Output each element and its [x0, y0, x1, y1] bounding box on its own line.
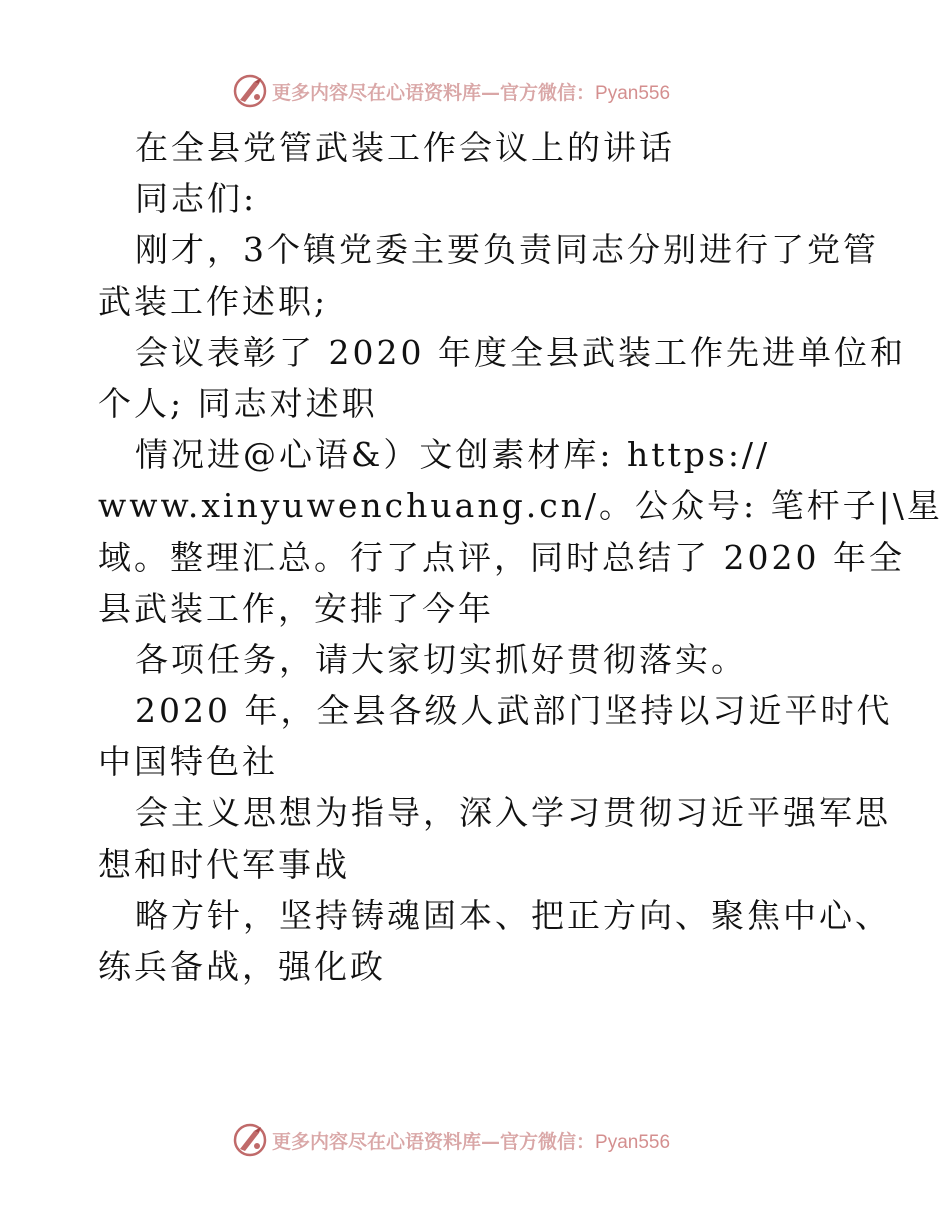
paragraph-line: 练兵备战，强化政 — [98, 947, 386, 986]
header-watermark — [232, 71, 670, 111]
paragraph-line: 武装工作述职; — [98, 281, 329, 321]
paragraph-line: 情况进@心语&）文创素材库: https:// — [135, 435, 771, 475]
salutation: 同志们: — [135, 179, 258, 219]
paragraph-line: 中国特色社 — [98, 742, 278, 782]
paragraph-line: 域。整理汇总。行了点评，同时总结了 2020 年全 — [98, 537, 905, 577]
quill-pen-seal-icon — [232, 73, 268, 109]
paragraph-line: 县武装工作，安排了今年 — [98, 588, 494, 628]
paragraph-line: 刚才，3个镇党委主要负责同志分别进行了党管 — [135, 230, 879, 270]
document-title: 在全县党管武装工作会议上的讲话 — [135, 128, 675, 167]
watermark-text: 更多内容尽在心语资料库—官方微信：Pyan556 — [272, 1130, 671, 1153]
footer-watermark — [232, 1120, 670, 1160]
paragraph-line: 会主义思想为指导，深入学习贯彻习近平强军思 — [135, 793, 891, 833]
paragraph-line: 个人; 同志对述职 — [98, 383, 378, 423]
paragraph-line: 略方针，坚持铸魂固本、把正方向、聚焦中心、 — [135, 895, 891, 935]
paragraph-line: 2020 年，全县各级人武部门坚持以习近平时代 — [135, 691, 893, 731]
watermark-text: 更多内容尽在心语资料库—官方微信：Pyan556 — [272, 81, 671, 104]
paragraph-line: www.xinyuwenchuang.cn/。公众号: 笔杆子|\星 — [98, 486, 943, 526]
document-body — [98, 122, 943, 992]
paragraph-line: 想和时代军事战 — [98, 844, 350, 884]
paragraph-line: 各项任务，请大家切实抓好贯彻落实。 — [135, 639, 747, 679]
quill-pen-seal-icon — [232, 1122, 268, 1158]
paragraph-line: 会议表彰了 2020 年度全县武装工作先进单位和 — [135, 332, 906, 372]
